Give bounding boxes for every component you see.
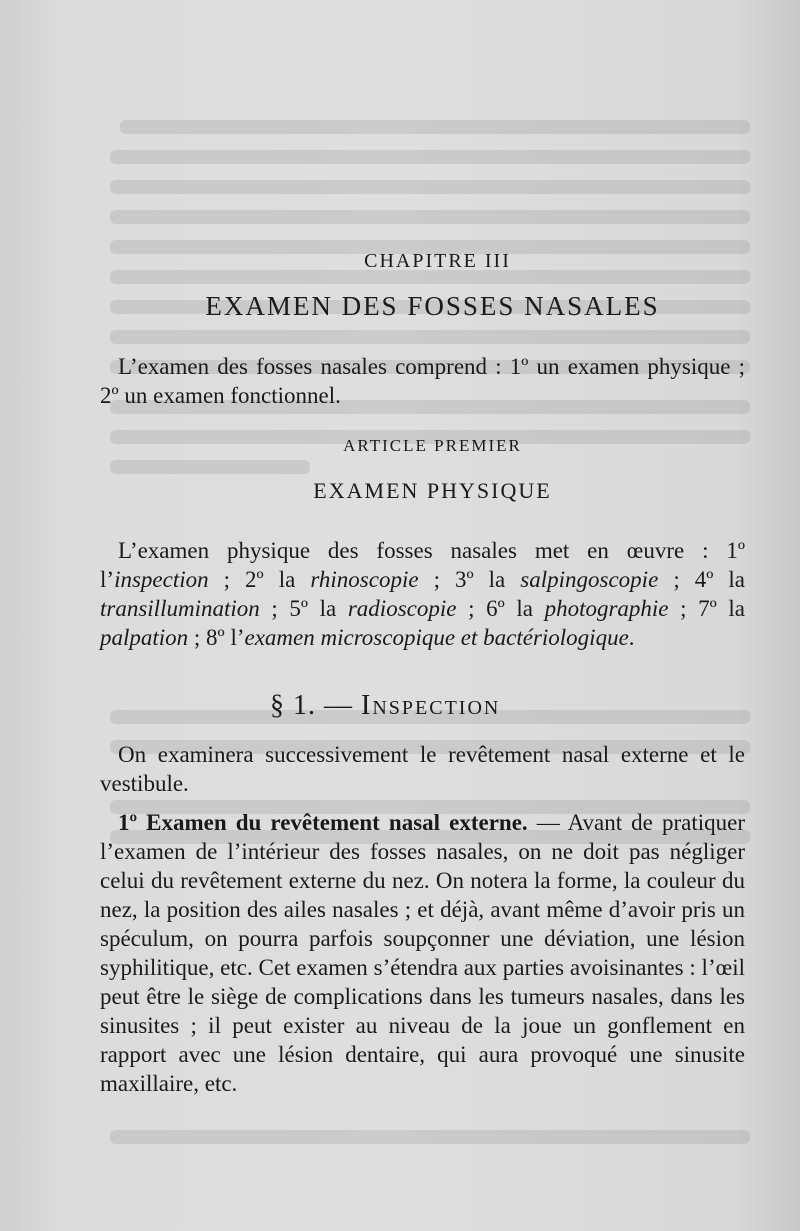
text-run: ; 4º la bbox=[658, 567, 746, 592]
intro-paragraph: L’examen des fosses nasales comprend : 1º un examen physique ; 2º un examen fonctionnel. bbox=[100, 354, 745, 408]
article-label: ARTICLE PREMIER bbox=[343, 436, 522, 455]
italic-term: rhinoscopie bbox=[310, 567, 419, 592]
italic-term: salpingoscopie bbox=[520, 567, 659, 592]
physique-paragraph bbox=[100, 536, 745, 652]
text-run: L’examen physique des fosses nasales met en œuvre : 1º l’ bbox=[100, 538, 745, 592]
article-title: EXAMEN PHYSIQUE bbox=[313, 478, 552, 503]
exam-text: — Avant de pratiquer l’examen de l’intérieur des fosses nasales, on ne doit pas négliger celui du revêtement externe du nez. On notera la forme, la couleur du nez, la position des ailes nasales ; et déjà, avant même d’avoir pris un spéculum, on pourra parfois soupçonner une déviation, une lésion syphilitique, etc. Cet examen s’étendra aux parties avoisinantes : l’œil peut être le siège de complications dans les tumeurs nasales, dans les sinusites ; il peut exister au niveau de la joue un gonflement en rapport avec une lésion dentaire, qui aura provoqué une sinusite maxillaire, etc. bbox=[100, 810, 745, 1096]
page-content bbox=[100, 250, 745, 1098]
italic-term: examen microscopique et bactériologique bbox=[244, 625, 629, 650]
text-run: ; 2º la bbox=[208, 567, 311, 592]
section-heading bbox=[100, 690, 745, 722]
chapter-label: CHAPITRE III bbox=[364, 250, 511, 272]
section-number: § 1. — bbox=[270, 690, 353, 721]
italic-term: radioscopie bbox=[347, 596, 457, 621]
inspection-paragraph: On examinera successivement le revêtement nasal externe et le vestibule. bbox=[100, 742, 745, 796]
text-run: ; 3º la bbox=[418, 567, 521, 592]
text-run: ; 5º la bbox=[259, 596, 348, 621]
text-run: ; 8º l’ bbox=[188, 625, 245, 650]
chapter-title: EXAMEN DES FOSSES NASALES bbox=[205, 291, 660, 321]
italic-term: photographie bbox=[544, 596, 669, 621]
text-run: . bbox=[628, 625, 635, 650]
italic-term: transillumination bbox=[100, 596, 260, 621]
exam-paragraph bbox=[100, 808, 745, 1098]
text-run: ; 7º la bbox=[668, 596, 746, 621]
italic-term: palpation bbox=[100, 625, 189, 650]
text-run: ; 6º la bbox=[456, 596, 545, 621]
exam-heading: 1º Examen du revêtement nasal externe. bbox=[118, 810, 528, 835]
italic-term: inspection bbox=[114, 567, 209, 592]
section-title: Inspection bbox=[361, 690, 501, 721]
